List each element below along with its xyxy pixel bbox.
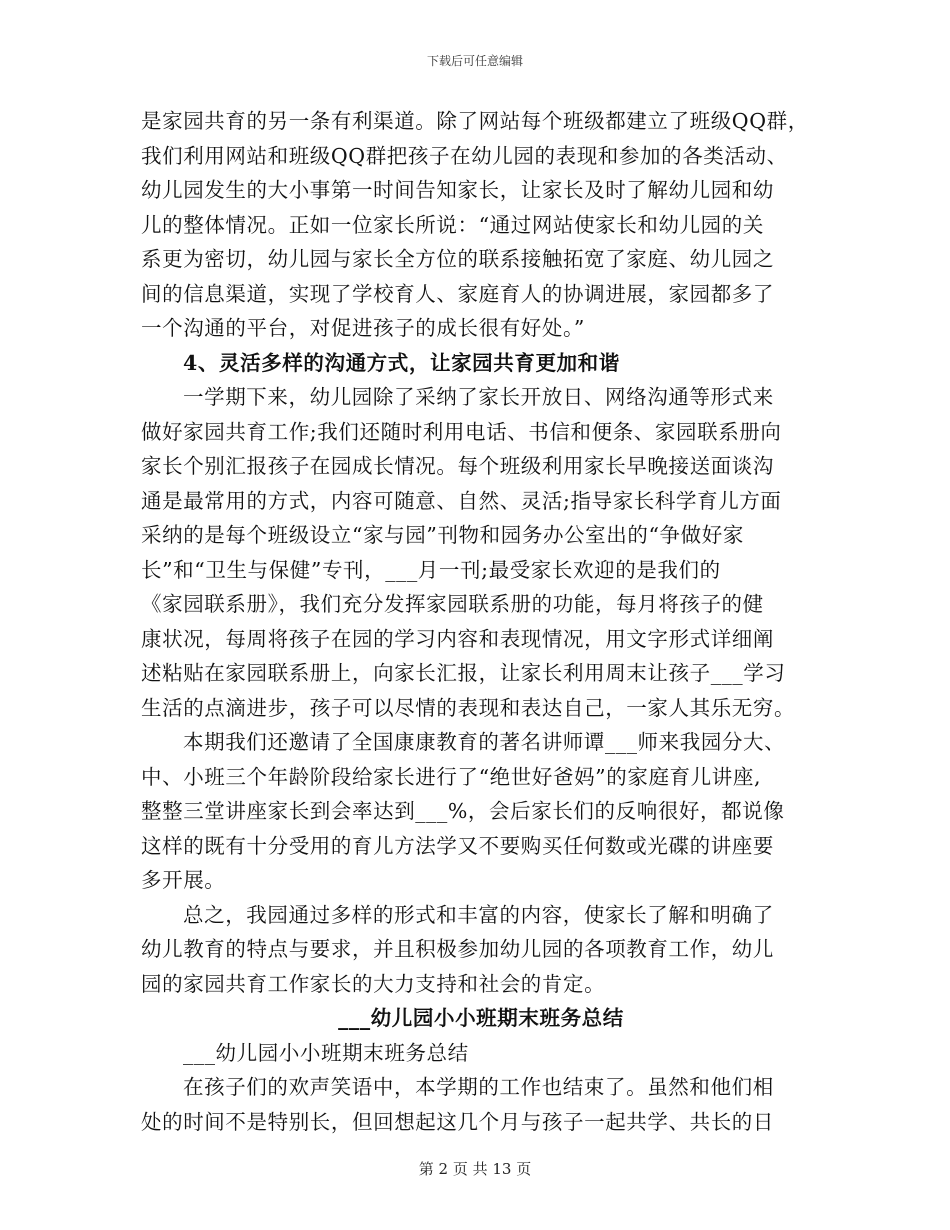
body-line: 生活的点滴进步，孩子可以尽情的表现和表达自己，一家人其乐无穷。 — [141, 695, 796, 720]
body-line: 幼儿教育的特点与要求，并且积极参加幼儿园的各项教育工作，幼儿 — [141, 937, 774, 961]
body-line: 这样的既有十分受用的育儿方法学又不要购买任何数或光碟的讲座要 — [141, 833, 774, 858]
body-line: 间的信息渠道，实现了学校育人、家庭育人的协调进展，家园都多了 — [141, 281, 774, 306]
body-line: 一学期下来，幼儿园除了采纳了家长开放日、网络沟通等形式来 — [183, 385, 774, 409]
body-line: 康状况，每周将孩子在园的学习内容和表现情况，用文字形式详细阐 — [141, 626, 774, 651]
subtitle-line: ___幼儿园小小班期末班务总结 — [183, 1040, 469, 1065]
body-line: 本期我们还邀请了全国康康教育的著名讲师谭___师来我园分大、 — [183, 730, 786, 754]
body-line: 做好家园共育工作;我们还随时利用电话、书信和便条、家园联系册向 — [141, 419, 782, 444]
body-line: 儿的整体情况。正如一位家长所说：“通过网站使家长和幼儿园的关 — [141, 212, 764, 237]
body-line: 园的家园共育工作家长的大力支持和社会的肯定。 — [141, 971, 606, 996]
body-line: 我们利用网站和班级QQ群把孩子在幼儿园的表现和参加的各类活动、 — [141, 143, 788, 168]
body-line: 系更为密切，幼儿园与家长全方位的联系接触拓宽了家庭、幼儿园之 — [141, 247, 774, 271]
document-title: ___幼儿园小小班期末班务总结 — [338, 1006, 624, 1030]
body-line: 一个沟通的平台，对促进孩子的成长很有好处。” — [141, 316, 585, 340]
body-line: 是家园共育的另一条有利渠道。除了网站每个班级都建立了班级QQ群， — [141, 109, 809, 133]
body-line: 总之，我园通过多样的形式和丰富的内容，使家长了解和明确了 — [183, 902, 774, 927]
body-line: 述粘贴在家园联系册上，向家长汇报，让家长利用周末让孩子___学习 — [141, 661, 786, 685]
document-body — [141, 104, 821, 1139]
body-line: 采纳的是每个班级设立“家与园”刊物和园务办公室出的“争做好家 — [141, 523, 744, 547]
body-line: 多开展。 — [141, 868, 226, 892]
body-line: 中、小班三个年龄阶段给家长进行了“绝世好爸妈”的家庭育儿讲座, — [141, 764, 762, 789]
body-line: 在孩子们的欢声笑语中，本学期的工作也结束了。虽然和他们相 — [183, 1075, 774, 1099]
body-line: 通是最常用的方式，内容可随意、自然、灵活;指导家长科学育儿方面 — [141, 488, 782, 513]
section-heading: 4、灵活多样的沟通方式，让家园共育更加和谐 — [183, 350, 620, 375]
header-note: 下载后可任意编辑 — [426, 54, 523, 68]
body-line: 长”和“卫生与保健”专刊，___月一刊;最受家长欢迎的是我们的 — [141, 557, 721, 582]
body-line: 处的时间不是特别长，但回想起这几个月与孩子一起共学、共长的日 — [141, 1109, 774, 1134]
body-line: 整整三堂讲座家长到会率达到___%，会后家长们的反响很好，都说像 — [141, 799, 785, 823]
body-line: 家长个别汇报孩子在园成长情况。每个班级利用家长早晚接送面谈沟 — [141, 454, 774, 478]
body-line: 幼儿园发生的大小事第一时间告知家长，让家长及时了解幼儿园和幼 — [141, 178, 774, 202]
body-line: 《家园联系册》，我们充分发挥家园联系册的功能，每月将孩子的健 — [141, 592, 764, 616]
page-number: 第 2 页 共 13 页 — [418, 1160, 532, 1178]
